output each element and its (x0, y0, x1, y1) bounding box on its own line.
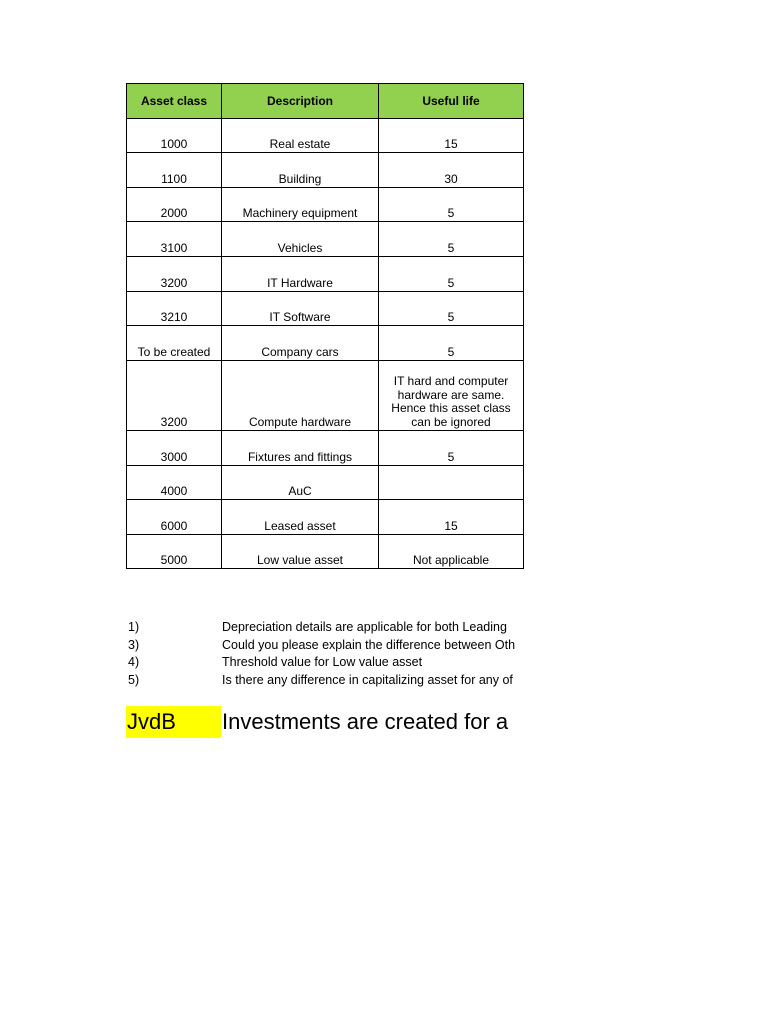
asset-class-cell: 3200 (127, 361, 222, 431)
list-item (128, 620, 524, 638)
header-asset-class: Asset class (127, 84, 222, 119)
asset-class-cell: 6000 (127, 500, 222, 535)
useful-life-cell: 5 (379, 326, 524, 361)
asset-class-cell: 3210 (127, 292, 222, 326)
table-row (127, 500, 524, 535)
asset-class-cell: To be created (127, 326, 222, 361)
description-cell: Leased asset (222, 500, 379, 535)
useful-life-cell: 30 (379, 153, 524, 188)
useful-life-cell: IT hard and computer hardware are same. Hence this asset class can be ignored (379, 361, 524, 431)
note-text: Could you please explain the difference between Oth (222, 637, 516, 652)
table-row (127, 535, 524, 569)
table-row (127, 119, 524, 153)
table-row (127, 153, 524, 188)
useful-life-cell: 5 (379, 188, 524, 222)
table-row (127, 361, 524, 431)
asset-class-cell: 5000 (127, 535, 222, 569)
table-row (127, 326, 524, 361)
asset-class-cell: 4000 (127, 466, 222, 500)
useful-life-cell: 15 (379, 119, 524, 153)
asset-class-table (126, 83, 524, 569)
useful-life-cell: 5 (379, 222, 524, 257)
description-cell: IT Software (222, 292, 379, 326)
highlight-text: Investments are created for a (222, 709, 509, 734)
note-number: 4) (128, 655, 140, 669)
description-cell: Building (222, 153, 379, 188)
asset-class-cell: 1000 (127, 119, 222, 153)
table-row (127, 188, 524, 222)
table-row (127, 466, 524, 500)
useful-life-cell: 15 (379, 500, 524, 535)
description-cell: Low value asset (222, 535, 379, 569)
table-row (127, 431, 524, 466)
header-description: Description (222, 84, 379, 119)
notes-list (128, 620, 524, 690)
table-header-row (127, 84, 524, 119)
note-text: Depreciation details are applicable for both Leading (222, 620, 507, 634)
description-cell: AuC (222, 466, 379, 500)
table-row (127, 222, 524, 257)
table-row (127, 257, 524, 292)
note-text: Is there any difference in capitalizing asset for any of (222, 672, 513, 687)
asset-class-cell: 3100 (127, 222, 222, 257)
useful-life-cell: 5 (379, 292, 524, 326)
highlight-row (126, 706, 526, 738)
description-cell: Company cars (222, 326, 379, 361)
asset-class-cell: 3000 (127, 431, 222, 466)
description-cell: IT Hardware (222, 257, 379, 292)
list-item (128, 638, 524, 656)
useful-life-cell: 5 (379, 431, 524, 466)
description-cell: Vehicles (222, 222, 379, 257)
description-cell: Machinery equipment (222, 188, 379, 222)
note-number: 3) (128, 637, 140, 652)
note-number: 1) (128, 620, 140, 634)
list-item (128, 655, 524, 673)
asset-class-cell: 2000 (127, 188, 222, 222)
useful-life-cell: 5 (379, 257, 524, 292)
asset-class-cell: 1100 (127, 153, 222, 188)
list-item (128, 673, 524, 691)
useful-life-cell: Not applicable (379, 535, 524, 569)
note-text: Threshold value for Low value asset (222, 655, 423, 669)
description-cell: Fixtures and fittings (222, 431, 379, 466)
description-cell: Compute hardware (222, 361, 379, 431)
header-useful-life: Useful life (379, 84, 524, 119)
description-cell: Real estate (222, 119, 379, 153)
useful-life-cell (379, 466, 524, 500)
note-number: 5) (128, 672, 140, 687)
author-tag: JvdB (126, 706, 221, 738)
table-row (127, 292, 524, 326)
asset-class-cell: 3200 (127, 257, 222, 292)
